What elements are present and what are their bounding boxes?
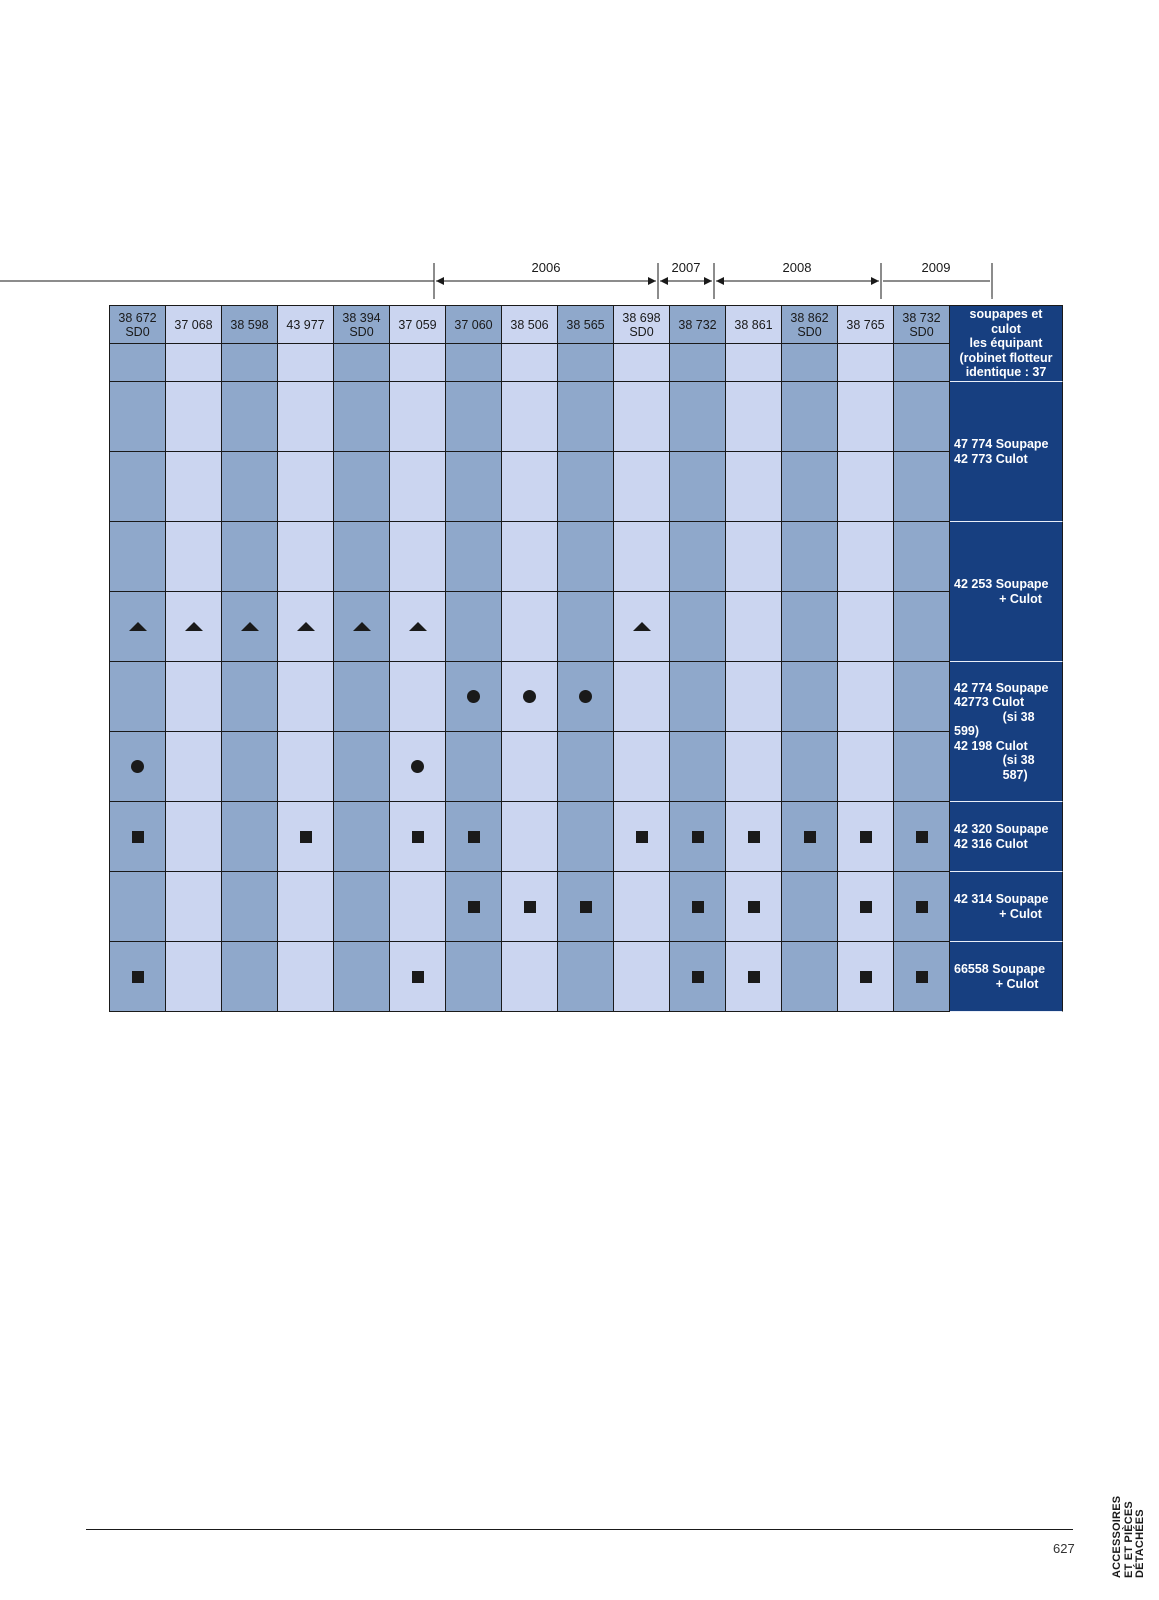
header-spacer-cell — [614, 344, 670, 382]
square-marker-icon — [916, 971, 928, 983]
table-cell — [782, 942, 838, 1012]
table-cell — [614, 802, 670, 872]
circle-marker-icon — [579, 690, 592, 703]
table-cell — [446, 452, 502, 522]
table-cell — [726, 452, 782, 522]
table-cell — [726, 872, 782, 942]
table-cell — [838, 732, 894, 802]
table-cell — [502, 942, 558, 1012]
table-cell — [390, 522, 446, 592]
table-cell — [390, 382, 446, 452]
table-cell — [110, 732, 166, 802]
table-cell — [502, 452, 558, 522]
table-cell — [278, 942, 334, 1012]
table-cell — [782, 802, 838, 872]
table-cell — [334, 452, 390, 522]
table-cell — [502, 802, 558, 872]
table-cell — [446, 662, 502, 732]
table-cell — [446, 382, 502, 452]
square-marker-icon — [132, 971, 144, 983]
column-header: 43 977 — [278, 306, 334, 344]
table-cell — [614, 872, 670, 942]
table-cell — [166, 592, 222, 662]
table-cell — [894, 942, 950, 1012]
table-cell — [838, 942, 894, 1012]
square-marker-icon — [860, 901, 872, 913]
table-cell — [446, 592, 502, 662]
triangle-marker-icon — [297, 622, 315, 631]
table-cell — [502, 382, 558, 452]
reference-label: 47 774 Soupape 42 773 Culot — [950, 382, 1063, 522]
table-cell — [390, 732, 446, 802]
header-spacer-cell — [782, 344, 838, 382]
compatibility-table — [109, 292, 1063, 1012]
circle-marker-icon — [467, 690, 480, 703]
triangle-marker-icon — [241, 622, 259, 631]
triangle-marker-icon — [353, 622, 371, 631]
header-spacer-cell — [726, 344, 782, 382]
header-spacer-cell — [110, 344, 166, 382]
table-cell — [502, 522, 558, 592]
square-marker-icon — [692, 901, 704, 913]
table-cell — [838, 522, 894, 592]
header-spacer-cell — [558, 344, 614, 382]
table-cell — [110, 942, 166, 1012]
table-cell — [558, 382, 614, 452]
square-marker-icon — [132, 831, 144, 843]
table-cell — [166, 382, 222, 452]
column-header: 38 565 — [558, 306, 614, 344]
table-cell — [278, 662, 334, 732]
table-cell — [782, 592, 838, 662]
table-cell — [334, 592, 390, 662]
table-cell — [782, 872, 838, 942]
table-cell — [390, 942, 446, 1012]
circle-marker-icon — [411, 760, 424, 773]
table-cell — [838, 872, 894, 942]
table-cell — [502, 592, 558, 662]
table-cell — [670, 452, 726, 522]
table-cell — [782, 522, 838, 592]
table-cell — [782, 452, 838, 522]
section-side-tab — [1112, 1468, 1147, 1578]
table-cell — [390, 802, 446, 872]
table-cell — [222, 592, 278, 662]
table-cell — [110, 872, 166, 942]
table-cell — [166, 732, 222, 802]
table-cell — [558, 662, 614, 732]
column-header: 38 394 SD0 — [334, 306, 390, 344]
square-marker-icon — [468, 831, 480, 843]
table-cell — [894, 522, 950, 592]
reference-label: 42 774 Soupape 42773 Culot (si 38 599) 42 198 Culot (si 38 587) — [950, 662, 1063, 802]
square-marker-icon — [860, 831, 872, 843]
header-spacer-cell — [278, 344, 334, 382]
table-cell — [614, 452, 670, 522]
reference-header: Références des soupapes et culot les équipant (robinet flotteur identique : 37 — [950, 306, 1063, 382]
table-cell — [670, 592, 726, 662]
table-cell — [222, 382, 278, 452]
table-cell — [446, 522, 502, 592]
table-cell — [726, 382, 782, 452]
header-spacer-cell — [502, 344, 558, 382]
year-label-2008: 2008 — [782, 260, 812, 275]
table-cell — [390, 452, 446, 522]
table-cell — [726, 802, 782, 872]
table-cell — [614, 662, 670, 732]
table-cell — [894, 872, 950, 942]
side-tab-line: ET ET PIÈCES — [1122, 1501, 1135, 1578]
table-cell — [670, 872, 726, 942]
table-cell — [390, 872, 446, 942]
reference-label: 66558 Soupape + Culot — [950, 942, 1063, 1012]
square-marker-icon — [860, 971, 872, 983]
square-marker-icon — [916, 831, 928, 843]
reference-label: 42 314 Soupape + Culot — [950, 872, 1063, 942]
table-cell — [558, 732, 614, 802]
column-header: 38 862 SD0 — [782, 306, 838, 344]
column-header: 38 672 SD0 — [110, 306, 166, 344]
square-marker-icon — [524, 901, 536, 913]
table-cell — [110, 662, 166, 732]
column-header: 38 861 — [726, 306, 782, 344]
table-cell — [110, 452, 166, 522]
table-cell — [222, 452, 278, 522]
column-header: 38 506 — [502, 306, 558, 344]
table-cell — [278, 382, 334, 452]
table-cell — [166, 522, 222, 592]
header-spacer-cell — [670, 344, 726, 382]
table-cell — [894, 802, 950, 872]
table-cell — [334, 802, 390, 872]
table-cell — [222, 942, 278, 1012]
table-cell — [838, 592, 894, 662]
circle-marker-icon — [131, 760, 144, 773]
year-label-2006: 2006 — [531, 260, 561, 275]
table-cell — [670, 662, 726, 732]
square-marker-icon — [692, 971, 704, 983]
table-cell — [614, 592, 670, 662]
table-cell — [222, 872, 278, 942]
table-cell — [334, 522, 390, 592]
table-cell — [110, 522, 166, 592]
table-cell — [334, 872, 390, 942]
table-cell — [894, 452, 950, 522]
table-cell — [334, 732, 390, 802]
square-marker-icon — [468, 901, 480, 913]
table-cell — [614, 522, 670, 592]
table-cell — [894, 592, 950, 662]
table-cell — [558, 592, 614, 662]
table-cell — [726, 942, 782, 1012]
side-tab-line: ACCESSOIRES — [1111, 1495, 1123, 1578]
table-cell — [614, 942, 670, 1012]
table-cell — [558, 872, 614, 942]
square-marker-icon — [916, 901, 928, 913]
column-header: 37 068 — [166, 306, 222, 344]
table-cell — [278, 592, 334, 662]
reference-label: 42 320 Soupape 42 316 Culot — [950, 802, 1063, 872]
square-marker-icon — [692, 831, 704, 843]
table-cell — [558, 942, 614, 1012]
page-number: 627 — [1053, 1541, 1075, 1556]
table-cell — [670, 732, 726, 802]
table-cell — [782, 382, 838, 452]
square-marker-icon — [804, 831, 816, 843]
table-cell — [334, 662, 390, 732]
table-cell — [110, 382, 166, 452]
table-cell — [390, 592, 446, 662]
table-cell — [894, 662, 950, 732]
table-cell — [166, 662, 222, 732]
table-cell — [726, 592, 782, 662]
table-cell — [166, 452, 222, 522]
table-cell — [726, 662, 782, 732]
table-cell — [670, 802, 726, 872]
table-cell — [894, 732, 950, 802]
table-cell — [502, 872, 558, 942]
square-marker-icon — [300, 831, 312, 843]
square-marker-icon — [412, 971, 424, 983]
table-cell — [446, 872, 502, 942]
square-marker-icon — [748, 971, 760, 983]
reference-label: 42 253 Soupape + Culot — [950, 522, 1063, 662]
column-header: 38 765 — [838, 306, 894, 344]
table-cell — [614, 732, 670, 802]
table-cell — [222, 732, 278, 802]
table-cell — [726, 522, 782, 592]
table-cell — [278, 802, 334, 872]
table-cell — [670, 942, 726, 1012]
table-cell — [558, 802, 614, 872]
triangle-marker-icon — [185, 622, 203, 631]
table-cell — [278, 872, 334, 942]
column-header: 37 059 — [390, 306, 446, 344]
table-cell — [446, 732, 502, 802]
table-cell — [558, 522, 614, 592]
table-cell — [670, 522, 726, 592]
table-cell — [222, 662, 278, 732]
table-cell — [782, 732, 838, 802]
table-cell — [166, 942, 222, 1012]
table-cell — [782, 662, 838, 732]
side-tab-line: DÉTACHÉES — [1134, 1509, 1146, 1578]
table-cell — [446, 802, 502, 872]
table-cell — [166, 802, 222, 872]
table-cell — [558, 452, 614, 522]
header-spacer-cell — [390, 344, 446, 382]
table-cell — [838, 382, 894, 452]
table-cell — [278, 732, 334, 802]
header-spacer-cell — [446, 344, 502, 382]
triangle-marker-icon — [129, 622, 147, 631]
table-cell — [334, 942, 390, 1012]
year-label-2007: 2007 — [671, 260, 701, 275]
header-spacer-cell — [894, 344, 950, 382]
square-marker-icon — [748, 831, 760, 843]
square-marker-icon — [636, 831, 648, 843]
table-cell — [446, 942, 502, 1012]
column-header: 38 698 SD0 — [614, 306, 670, 344]
header-spacer-cell — [222, 344, 278, 382]
circle-marker-icon — [523, 690, 536, 703]
table-cell — [390, 662, 446, 732]
table-cell — [110, 592, 166, 662]
table-cell — [838, 802, 894, 872]
square-marker-icon — [748, 901, 760, 913]
triangle-marker-icon — [409, 622, 427, 631]
table-cell — [726, 732, 782, 802]
table-cell — [222, 522, 278, 592]
table-cell — [670, 382, 726, 452]
table-cell — [110, 802, 166, 872]
header-spacer-cell — [838, 344, 894, 382]
table-cell — [502, 732, 558, 802]
table-cell — [278, 452, 334, 522]
table-cell — [222, 802, 278, 872]
column-header: 38 598 — [222, 306, 278, 344]
square-marker-icon — [412, 831, 424, 843]
triangle-marker-icon — [633, 622, 651, 631]
footer-rule — [86, 1529, 1073, 1530]
table-cell — [278, 522, 334, 592]
square-marker-icon — [580, 901, 592, 913]
column-header: 38 732 — [670, 306, 726, 344]
table-cell — [838, 452, 894, 522]
table-cell — [838, 662, 894, 732]
table-cell — [166, 872, 222, 942]
table-cell — [334, 382, 390, 452]
column-header: 37 060 — [446, 306, 502, 344]
header-spacer-cell — [166, 344, 222, 382]
column-header: 38 732 SD0 — [894, 306, 950, 344]
header-spacer-cell — [334, 344, 390, 382]
table-cell — [614, 382, 670, 452]
year-label-2009: 2009 — [921, 260, 951, 275]
table-cell — [894, 382, 950, 452]
table-cell — [502, 662, 558, 732]
